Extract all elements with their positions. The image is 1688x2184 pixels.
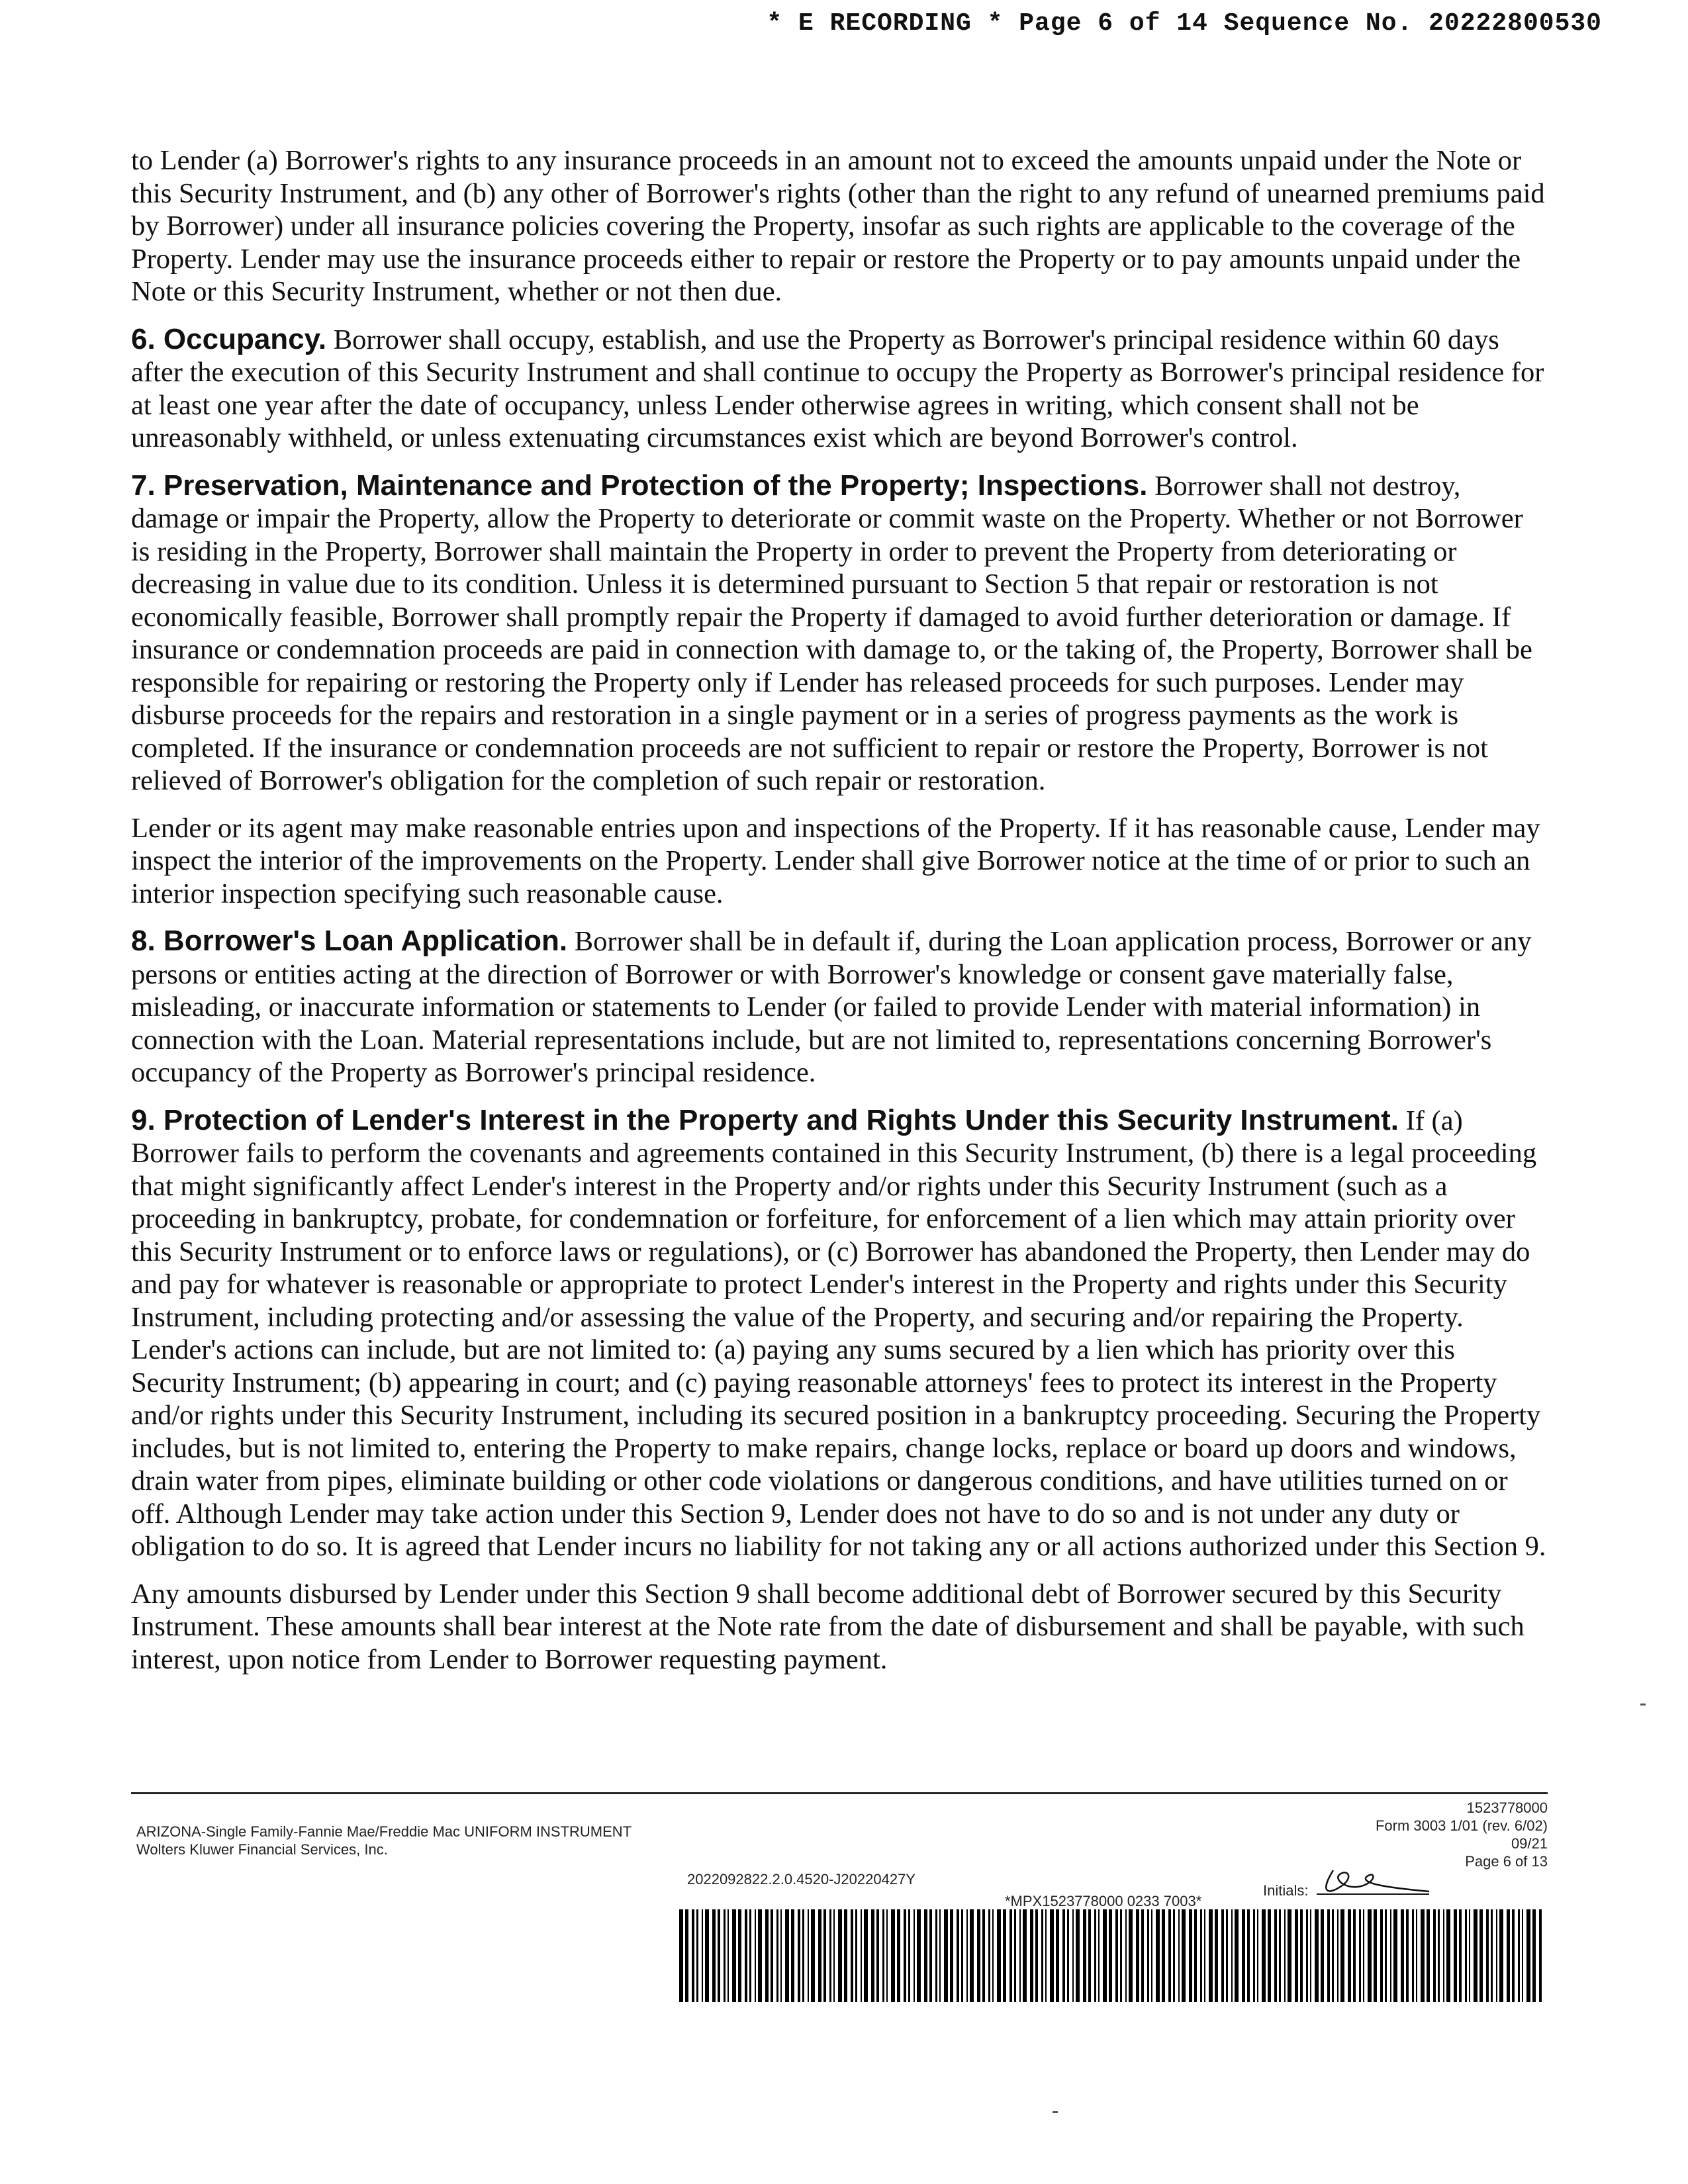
barcode-bar [1499, 1909, 1503, 2002]
barcode-bar [1421, 1909, 1425, 2002]
barcode-bar [749, 1909, 751, 2002]
section-7-title: 7. Preservation, Maintenance and Protection of the Property; Inspections. [131, 469, 1148, 502]
barcode-bar [882, 1909, 884, 2002]
barcode-bar [808, 1909, 809, 2002]
barcode-bar [1306, 1909, 1308, 2002]
barcode-bar [977, 1909, 980, 2002]
barcode-bar [829, 1909, 831, 2002]
barcode-bar [1300, 1909, 1303, 2002]
barcode-bar [1094, 1909, 1096, 2002]
barcode-bar [864, 1909, 868, 2002]
barcode-bar [1215, 1909, 1218, 2002]
barcode-bar [679, 1909, 683, 2002]
barcode-bar [1226, 1909, 1228, 2002]
barcode-bar [791, 1909, 794, 2002]
barcode-bar [702, 1909, 703, 2002]
barcode-bar [1412, 1909, 1414, 2002]
barcode-bar [1019, 1909, 1021, 2002]
barcode-bar [1098, 1909, 1100, 2002]
section-6-title: 6. Occupancy. [131, 322, 327, 355]
barcode-bar [1332, 1909, 1334, 2002]
barcode-bar [886, 1909, 888, 2002]
barcode-bar [1168, 1909, 1171, 2002]
barcode-bar [1257, 1909, 1258, 2002]
barcode-bar [1368, 1909, 1372, 2002]
barcode-bar [1406, 1909, 1409, 2002]
section-8-text: Borrower shall be in default if, during the Loan application process, Borrower or any persons or entities acting at the direction of Borrower or with Borrower's knowledge or consent gave materially false, misleading, or inaccurate information or statements to Lender (or failed to provide Lender with material information) in connection with the Loan. Material representations include, but are not limited to, representations concerning Borrower's occupancy of the Property as Borrower's principal residence. [131, 926, 1532, 1088]
barcode-bar [1401, 1909, 1404, 2002]
barcode-bar [1268, 1909, 1271, 2002]
footer-left [136, 1823, 632, 1858]
barcode-bar [1247, 1909, 1250, 2002]
section-7-paragraph-2: Lender or its agent may make reasonable entries upon and inspections of the Property. If it has reasonable cause, Lender may inspect the interior of the improvements on the Property. Lender shall give Borrower notice at the time of or prior to such an interior inspection specifying such reasonable cause. [131, 812, 1540, 909]
barcode-bar [1363, 1909, 1364, 2002]
barcode-bar [1009, 1909, 1012, 2002]
barcode-bar [1348, 1909, 1351, 2002]
barcode-bar [961, 1909, 963, 2002]
barcode-bar [755, 1909, 756, 2002]
barcode-bar [1194, 1909, 1197, 2002]
barcode-bar [1062, 1909, 1065, 2002]
barcode-bar [1115, 1909, 1118, 2002]
barcode-caption: *MPX1523778000 0233 7003* [1005, 1893, 1202, 1909]
barcode-bar [1385, 1909, 1387, 2002]
barcode-bar [1279, 1909, 1281, 2002]
barcode-bar [1295, 1909, 1298, 2002]
barcode-bar [1056, 1909, 1059, 2002]
barcode-bar [1353, 1909, 1356, 2002]
barcode-bar [1178, 1909, 1180, 2002]
barcode-bar [1284, 1909, 1286, 2002]
barcode-bar [1045, 1909, 1047, 2002]
barcode-bar [1390, 1909, 1391, 2002]
barcode-bar [1274, 1909, 1277, 2002]
barcode-bar [1433, 1909, 1436, 2002]
barcode-bar [802, 1909, 804, 2002]
barcode-bar [1380, 1909, 1383, 2002]
barcode-bar [1129, 1909, 1133, 2002]
barcode-bar [1486, 1909, 1489, 2002]
barcode-bar [939, 1909, 941, 2002]
barcode-bar [1374, 1909, 1377, 2002]
barcode-bar [1416, 1909, 1417, 2002]
barcode-bar [992, 1909, 994, 2002]
barcode-bar [871, 1909, 874, 2002]
barcode-bar [1231, 1909, 1233, 2002]
barcode-bar [732, 1909, 736, 2002]
barcode-bar [798, 1909, 800, 2002]
barcode-bar [1151, 1909, 1152, 2002]
barcode-bar [1427, 1909, 1430, 2002]
section-9-text: If (a) Borrower fails to perform the covenants and agreements contained in this Security Instrument, (b) there is a legal proceeding that might significantly affect Lender's interest in the Property and/or rights under this Security Instrument (such as a proceeding in bankruptcy, probate, for condemnation or forfeiture, for enforcement of a lien which may attain priority over this Security Instrument or to enforce laws or regulations), or (c) Borrower has abandoned the Property, then Lender may do and pay for whatever is reasonable or appropriate to protect Lender's interest in the Property and rights under this Security Instrument, including protecting and/or assessing the value of the Property, and securing and/or repairing the Property. Lender's actions can include, but are not limited to: (a) paying any sums secured by a lien which has priority over this Security Instrument; (b) appearing in court; and (c) paying reasonable attorneys' fees to protect its interest in the Property and/or rights under this Security Instrument, including its secured position in a bankruptcy proceeding. Securing the Property includes, but is not limited to, entering the Property to make repairs, change locks, replace or board up doors and windows, drain water from pipes, eliminate building or other code violations or dangerous conditions, and have utilities turned on or off. Although Lender may take action under this Section 9, Lender does not have to do so and is not under any duty or obligation to do so. It is agreed that Lender incurs no liability for not taking any or all actions authorized under this Section 9. [131, 1105, 1546, 1562]
barcode-bar [1120, 1909, 1122, 2002]
barcode-bar [1189, 1909, 1192, 2002]
section-6-occupancy [131, 323, 1548, 455]
publisher: Wolters Kluwer Financial Services, Inc. [136, 1841, 388, 1858]
barcode-bar [696, 1909, 698, 2002]
barcode-bar [1262, 1909, 1266, 2002]
barcode-bar [1242, 1909, 1245, 2002]
barcode-bar [988, 1909, 990, 2002]
barcode-bar [1359, 1909, 1361, 2002]
barcode-bar [838, 1909, 842, 2002]
barcode-bar [1072, 1909, 1074, 2002]
barcode-bar [1507, 1909, 1510, 2002]
barcode-bar [1076, 1909, 1080, 2002]
barcode-bar [917, 1909, 921, 2002]
barcode-bar [1182, 1909, 1186, 2002]
barcode-bar [1103, 1909, 1107, 2002]
barcode-bar [1491, 1909, 1493, 2002]
barcode-bar [1035, 1909, 1038, 2002]
barcode-bar [1315, 1909, 1319, 2002]
footer-right [1376, 1799, 1548, 1870]
barcode-bar [966, 1909, 968, 2002]
scan-mark [1053, 2111, 1058, 2113]
barcode-bar [1088, 1909, 1091, 2002]
barcode-bar [1446, 1909, 1450, 2002]
section-9-title: 9. Protection of Lender's Interest in the Property and Rights Under this Security Instrument. [131, 1103, 1399, 1136]
barcode-bar [982, 1909, 985, 2002]
barcode-bar [970, 1909, 974, 2002]
barcode-bar [851, 1909, 853, 2002]
barcode-bar [1321, 1909, 1324, 2002]
barcode-bar [1083, 1909, 1086, 2002]
barcode-bar [758, 1909, 762, 2002]
barcode-bar [1465, 1909, 1467, 2002]
form-title: ARIZONA-Single Family-Fannie Mae/Freddie Mac UNIFORM INSTRUMENT [136, 1823, 632, 1840]
barcode-bar [897, 1909, 900, 2002]
barcode-bar [1136, 1909, 1139, 2002]
barcode-bar [1200, 1909, 1202, 2002]
barcode-bar [1209, 1909, 1213, 2002]
barcode-bar [1067, 1909, 1069, 2002]
barcode-bar [1474, 1909, 1477, 2002]
barcode-bar [957, 1909, 959, 2002]
barcode-bar [1522, 1909, 1523, 2002]
barcode-bar [1141, 1909, 1144, 2002]
barcode-bar [785, 1909, 789, 2002]
barcode-bar [1156, 1909, 1160, 2002]
initials-label: Initials: [1263, 1882, 1309, 1899]
barcode-bar [861, 1909, 862, 2002]
section-8-loan-application [131, 925, 1548, 1089]
barcode-bar [1532, 1909, 1536, 2002]
barcode-bar [950, 1909, 953, 2002]
barcode-bar [1310, 1909, 1311, 2002]
barcode-bar [1253, 1909, 1255, 2002]
barcode-bar [765, 1909, 769, 2002]
section-6-text: Borrower shall occupy, establish, and use the Property as Borrower's principal residence within 60 days after the execution of this Security Instrument and shall continue to occupy the Property as Borrower's principal residence for at least one year after the date of occupancy, unless Lender otherwise agrees in writing, which consent shall not be unreasonably withheld, or unless extenuating circumstances exist which are beyond Borrower's control. [131, 324, 1544, 453]
barcode-bar [712, 1909, 716, 2002]
barcode-bar [1288, 1909, 1291, 2002]
barcode-bar [811, 1909, 815, 2002]
barcode-bar [818, 1909, 821, 2002]
barcode-bar [1459, 1909, 1462, 2002]
barcode-bar [997, 1909, 1001, 2002]
barcode-bar [692, 1909, 694, 2002]
barcode-bar [1512, 1909, 1515, 2002]
footer-divider [131, 1792, 1548, 1794]
scan-mark [1640, 1704, 1646, 1706]
barcode-bar [1204, 1909, 1205, 2002]
recording-header: * E RECORDING * Page 6 of 14 Sequence No. 20222800530 [767, 9, 1602, 38]
barcode-bar [745, 1909, 747, 2002]
barcode-bar [1173, 1909, 1175, 2002]
barcode-bar [1443, 1909, 1444, 2002]
barcode-bar [929, 1909, 932, 2002]
barcode-bar [727, 1909, 729, 2002]
barcode [679, 1909, 1548, 2002]
barcode-bar [1023, 1909, 1027, 2002]
barcode-bar [935, 1909, 937, 2002]
barcode-bar [1030, 1909, 1033, 2002]
page-number: Page 6 of 13 [1465, 1853, 1548, 1870]
form-date: 09/21 [1511, 1835, 1548, 1852]
barcode-bar [705, 1909, 709, 2002]
barcode-bar [908, 1909, 910, 2002]
barcode-bar [1327, 1909, 1330, 2002]
section-7-preservation [131, 469, 1548, 797]
barcode-bar [724, 1909, 726, 2002]
barcode-bar [738, 1909, 741, 2002]
barcode-bar [1041, 1909, 1043, 2002]
barcode-bar [1050, 1909, 1054, 2002]
section-9-protection [131, 1104, 1548, 1563]
barcode-bar [891, 1909, 895, 2002]
section-9-paragraph-2: Any amounts disbursed by Lender under this Section 9 shall become additional debt of Borrower secured by this Security Instrument. These amounts shall bear interest at the Note rate from the date of disbursement and shall be payable, with such interest, upon notice from Lender to Borrower requesting payment. [131, 1578, 1524, 1675]
barcode-bar [855, 1909, 857, 2002]
section-8-title: 8. Borrower's Loan Application. [131, 925, 568, 957]
form-number: Form 3003 1/01 (rev. 6/02) [1375, 1817, 1548, 1834]
barcode-bar [1147, 1909, 1149, 2002]
barcode-bar [1125, 1909, 1127, 2002]
barcode-bar [1003, 1909, 1006, 2002]
document-body [131, 144, 1548, 1690]
barcode-bar [1014, 1909, 1016, 2002]
barcode-bar [1539, 1909, 1542, 2002]
barcode-bar [685, 1909, 688, 2002]
barcode-bar [1526, 1909, 1530, 2002]
barcode-bar [1393, 1909, 1397, 2002]
barcode-bar [1109, 1909, 1112, 2002]
barcode-bar [1469, 1909, 1470, 2002]
barcode-bar [844, 1909, 847, 2002]
barcode-bar [1479, 1909, 1483, 2002]
barcode-bar [944, 1909, 948, 2002]
barcode-bar [718, 1909, 720, 2002]
barcode-bar [904, 1909, 906, 2002]
barcode-bar [776, 1909, 778, 2002]
barcode-bar [1337, 1909, 1338, 2002]
barcode-bar [1438, 1909, 1440, 2002]
barcode-bar [1340, 1909, 1344, 2002]
barcode-bar [1221, 1909, 1224, 2002]
barcode-bar [771, 1909, 773, 2002]
barcode-bar [1496, 1909, 1497, 2002]
section-7-text: Borrower shall not destroy, damage or impair the Property, allow the Property to deteriorate or commit waste on the Property. Whether or not Borrower is residing in the Property, Borrower shall maintain the Property in order to prevent the Property from deteriorating or decreasing in value due to its condition. Unless it is determined pursuant to Section 5 that repair or restoration is not economically feasible, Borrower shall promptly repair the Property if damaged to avoid further deterioration or damage. If insurance or condemnation proceeds are paid in connection with damage to, or the taking of, the Property, Borrower shall be responsible for repairing or restoring the Property only if Lender has released proceeds for such purposes. Lender may disburse proceeds for the repairs and restoration in a single payment or in a series of progress payments as the work is completed. If the insurance or condemnation proceeds are not sufficient to repair or restore the Property, Borrower is not relieved of Borrower's obligation for the completion of such repair or restoration. [131, 470, 1532, 796]
barcode-bar [823, 1909, 826, 2002]
paragraph-intro: to Lender (a) Borrower's rights to any insurance proceeds in an amount not to exceed the amounts unpaid under the Note or this Security Instrument, and (b) any other of Borrower's rights (other than the right to any refund of unearned premiums paid by Borrower) under all insurance policies covering the Property, insofar as such rights are applicable to the coverage of the Property. Lender may use the insurance proceeds either to repair or restore the Property or to pay amounts unpaid under the Note or this Security Instrument, whether or not then due. [131, 145, 1545, 307]
barcode-bar [1235, 1909, 1239, 2002]
loan-number: 1523778000 [1466, 1799, 1548, 1816]
doc-code: 2022092822.2.0.4520-J20220427Y [687, 1871, 915, 1888]
barcode-bar [780, 1909, 782, 2002]
barcode-bar [914, 1909, 915, 2002]
barcode-bar [876, 1909, 879, 2002]
barcode-bar [924, 1909, 927, 2002]
barcode-bar [1454, 1909, 1457, 2002]
barcode-bar [833, 1909, 835, 2002]
barcode-bar [1518, 1909, 1520, 2002]
barcode-bar [1162, 1909, 1165, 2002]
